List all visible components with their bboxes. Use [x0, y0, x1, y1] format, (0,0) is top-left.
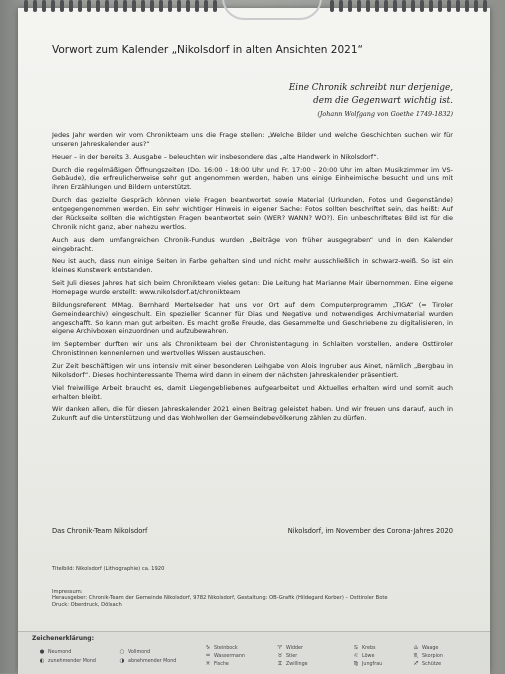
legend-item: [412, 645, 438, 651]
legend-label: Wassermann: [214, 654, 245, 659]
binding-ring: [456, 0, 460, 12]
binding-ring: [402, 0, 406, 12]
paragraph: Viel freiwillige Arbeit braucht es, damit Liegengebliebenes aufgearbeitet und Aktuelles erhalten wird und somit auch erhalten bleibt.: [52, 383, 453, 401]
legend-label: Steinbock: [214, 646, 238, 651]
paragraph: Seit Juli dieses Jahres hat sich beim Chronikteam vieles getan: Die Leitung hat Marianne Mair übernommen. Eine eigene Homepage wurde erstellt: www.nikolsdorf.at/chronikteam: [52, 279, 453, 296]
binding-ring: [24, 0, 28, 12]
binding-ring: [357, 0, 361, 12]
legend-item: [204, 661, 229, 667]
binding-ring: [411, 0, 415, 12]
legend-symbol-icon: ◐: [39, 658, 45, 664]
binding-ring: [447, 0, 451, 12]
legend-item: [38, 658, 96, 664]
legend-symbol-icon: ♈: [277, 645, 283, 651]
binding-ring: [168, 0, 172, 12]
legend-item: [276, 661, 308, 667]
binding-ring: [33, 0, 37, 12]
binding-ring: [465, 0, 469, 12]
legend-label: Krebs: [362, 646, 376, 651]
binding-ring: [420, 0, 424, 12]
legend-label: Neumond: [48, 650, 72, 655]
legend-symbol-icon: ♊: [277, 661, 283, 667]
page-title: Vorwort zum Kalender „Nikolsdorf in alten Ansichten 2021“: [52, 44, 363, 56]
legend-symbol-icon: ♏: [413, 653, 419, 659]
legend-label: Fische: [214, 662, 229, 667]
legend-item: [204, 653, 245, 659]
paragraph: Heuer – in der bereits 3. Ausgabe – beleuchten wir insbesondere das „alte Handwerk in Nikolsdorf“.: [52, 152, 379, 161]
impressum-publisher: Herausgeber: Chronik-Team der Gemeinde Nikolsdorf, 9782 Nikolsdorf, Gestaltung: OB-Grafik (Hildegard Korber) – Osttiroler Bote: [52, 595, 388, 602]
binding-ring: [60, 0, 64, 12]
binding-ring: [483, 0, 487, 12]
legend-symbol-icon: ♉: [277, 653, 283, 659]
binding-ring: [150, 0, 154, 12]
binding-ring: [393, 0, 397, 12]
binding-ring: [438, 0, 442, 12]
title-picture-caption: Titelbild: Nikolsdorf (Lithographie) ca. 1920: [52, 566, 165, 572]
binding-ring: [186, 0, 190, 12]
motto-line-2: dem die Gegenwart wichtig ist.: [313, 96, 453, 106]
impressum-heading: Impressum:: [52, 589, 83, 595]
binding-ring: [96, 0, 100, 12]
legend-item: [276, 653, 297, 659]
legend-title: Zeichenerklärung:: [32, 635, 94, 642]
binding-ring: [204, 0, 208, 12]
legend-item: [38, 649, 71, 655]
legend-symbol-icon: ♎: [413, 645, 419, 651]
binding-ring: [42, 0, 46, 12]
legend-label: Löwe: [362, 654, 375, 659]
legend-item: [276, 645, 303, 651]
paragraph: Zur Zeit beschäftigen wir uns intensiv mit einer besonderen Leihgabe von Alois Ingruber aus Ainet, nämlich „Bergbau in Nikolsdorf“. Dieses hochinteressante Thema wird dann in einem der nächsten Jahreskalender präsentiert.: [52, 361, 453, 379]
legend-label: Widder: [286, 646, 303, 651]
foreword-body: [52, 131, 453, 427]
legend-symbol-icon: ♍: [353, 661, 359, 667]
legend-symbol-icon: ♋: [353, 645, 359, 651]
signature-date: Nikolsdorf, im November des Corona-Jahres 2020: [287, 527, 453, 535]
legend-item: [412, 661, 441, 667]
legend-label: abnehmender Mond: [128, 659, 177, 664]
legend-label: zunehmender Mond: [48, 659, 96, 664]
binding-ring: [213, 0, 217, 12]
binding-ring: [429, 0, 433, 12]
paragraph: Auch aus dem umfangreichen Chronik-Fundus wurden „Beiträge von früher ausgegraben“ und in den Kalender eingebracht.: [52, 235, 453, 253]
legend-label: Zwillinge: [286, 662, 308, 667]
hanger-wire: [222, 0, 322, 20]
legend-label: Skorpion: [422, 654, 443, 659]
motto-line-1: Eine Chronik schreibt nur derjenige,: [288, 83, 453, 93]
binding-ring: [159, 0, 163, 12]
legend-symbol-icon: ♑: [205, 645, 211, 651]
paragraph: Durch das gezielte Gespräch können viele Fragen beantwortet sowie Material (Urkunden, Fotos und Gegenstände) entgegengenommen werden. Ein sehr wichtiger Hinweis in eigener Sache: Fotos sollten beschriftet sein, das heißt: Auf der Rückseite sollten die wichtigsten Fragen beantwortet sein (WER? WANN? WO?). Ein unbeschriftetes Bild ist für die Chronik nicht ganz, aber nahezu wertlos.: [52, 196, 453, 231]
impressum: [52, 589, 462, 608]
binding-ring: [384, 0, 388, 12]
binding-ring: [366, 0, 370, 12]
paragraph: Im September durften wir uns als Chronikteam bei der Chronistentagung in Schlaiten vorstellen, andere Osttiroler ChronistInnen kennenlernen und wertvolles Wissen austauschen.: [52, 340, 453, 358]
paragraph: Jedes Jahr werden wir vom Chronikteam uns die Frage stellen: „Welche Bilder und welche Geschichten suchen wir für unseren Jahreskalender aus?“: [52, 131, 453, 148]
paragraph: Wir danken allen, die für diesen Jahreskalender 2021 einen Beitrag geleistet haben. Und wir freuen uns darauf, auch in Zukunft auf die Unterstützung und das Wohlwollen der Gemeindebevölkerung zählen zu dürfen.: [52, 405, 453, 423]
legend-label: Schütze: [422, 662, 442, 667]
binding-ring: [474, 0, 478, 12]
legend-symbol-icon: ♓: [205, 661, 211, 667]
paragraph: Durch die regelmäßigen Öffnungszeiten (Do. 16:00 - 18:00 Uhr und Fr. 17:00 - 20:00 Uhr im alten Musikzimmer im VS-Gebäude), die erfreulicherweise sehr gut angenommen werden, haben uns einige Einheimische besucht und uns mit ihren Erzählungen und Bildern unterstützt.: [52, 165, 453, 192]
legend-symbol-icon: ♌: [353, 653, 359, 659]
binding-ring: [51, 0, 55, 12]
signature-team: Das Chronik-Team Nikolsdorf: [52, 527, 148, 535]
legend-symbol-icon: ♒: [205, 653, 211, 659]
legend-item: [352, 645, 376, 651]
binding-ring: [348, 0, 352, 12]
legend-item: [352, 653, 374, 659]
motto-quote: [153, 82, 453, 121]
legend-item: [204, 645, 238, 651]
motto-author: (Johann Wolfgang von Goethe 1749-1832): [317, 110, 453, 118]
binding-ring: [177, 0, 181, 12]
binding-ring: [330, 0, 334, 12]
binding-ring: [195, 0, 199, 12]
legend-item: [118, 658, 176, 664]
legend-label: Vollmond: [128, 650, 151, 655]
legend-item: [352, 661, 382, 667]
symbol-legend: [18, 631, 490, 674]
legend-label: Waage: [422, 646, 439, 651]
impressum-print: Druck: Oberdruck, Dölsach: [52, 601, 122, 608]
legend-label: Stier: [286, 654, 298, 659]
paragraph: Neu ist auch, dass nun einige Seiten in Farbe gehalten sind und nicht mehr ausschließlich in schwarz-weiß. So ist ein kleines Kunstwerk entstanden.: [52, 257, 453, 275]
binding-ring: [105, 0, 109, 12]
binding-ring: [141, 0, 145, 12]
legend-symbol-icon: ●: [39, 649, 45, 655]
legend-item: [118, 649, 150, 655]
legend-label: Jungfrau: [362, 662, 383, 667]
legend-symbol-icon: ◑: [119, 658, 125, 664]
legend-symbol-icon: ♐: [413, 661, 419, 667]
binding-ring: [69, 0, 73, 12]
spiral-binding: [18, 0, 490, 14]
binding-ring: [375, 0, 379, 12]
binding-ring: [132, 0, 136, 12]
binding-ring: [123, 0, 127, 12]
paragraph: Bildungsreferent MMag. Bernhard Mertelseder hat uns vor Ort auf dem Computerprogramm „TIGA“ (= Tiroler Gemeindearchiv) eingeschult. Ein spezieller Scanner für Dias und Negative und notwendiges Archivmaterial wurden angeschafft. So kann man gut arbeiten. Es macht große Freude, das Gesammelte und Geschriebene zu digitalisieren, in eigene Archivboxen einzuordnen und aufzubewahren.: [52, 300, 453, 336]
binding-ring: [87, 0, 91, 12]
binding-ring: [78, 0, 82, 12]
binding-ring: [114, 0, 118, 12]
legend-symbol-icon: ○: [119, 649, 125, 655]
binding-ring: [339, 0, 343, 12]
legend-item: [412, 653, 443, 659]
